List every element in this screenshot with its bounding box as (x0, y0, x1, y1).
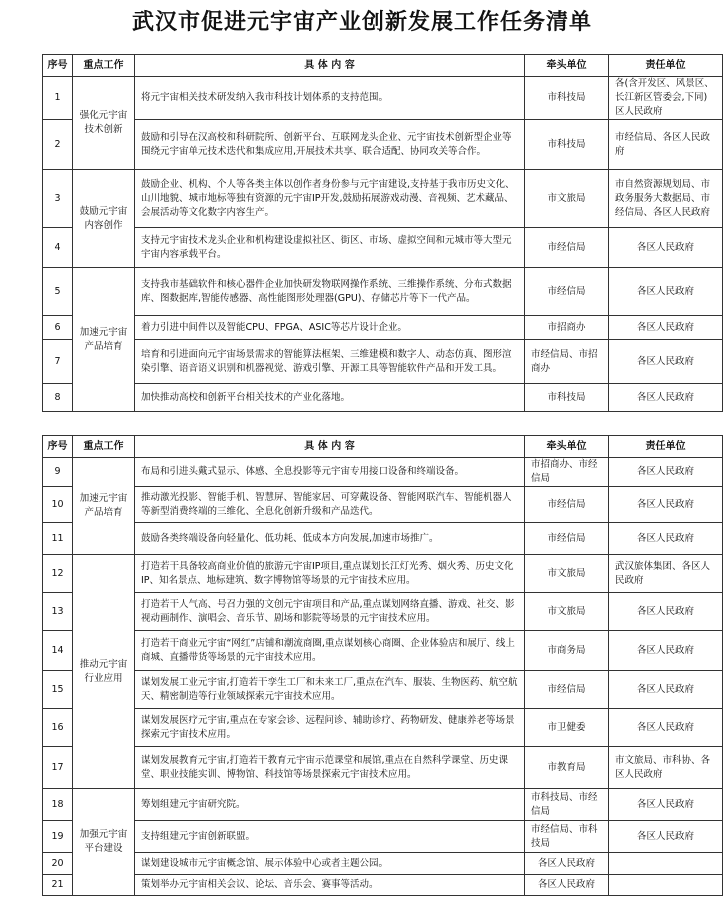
row-resp: 各区人民政府 (609, 268, 723, 316)
row-no: 20 (43, 853, 73, 875)
row-no: 19 (43, 821, 73, 853)
row-no: 17 (43, 747, 73, 789)
row-resp: 各(含开发区、风景区、长江新区管委会,下同)区人民政府 (609, 77, 723, 120)
area-cell: 加强元宇宙平台建设 (73, 789, 135, 896)
row-resp: 各区人民政府 (609, 384, 723, 412)
row-no: 13 (43, 593, 73, 631)
row-no: 10 (43, 487, 73, 523)
row-lead: 市经信局 (525, 487, 609, 523)
row-lead: 各区人民政府 (525, 875, 609, 896)
row-lead: 市文旅局 (525, 170, 609, 228)
row-content: 谋划发展教育元宇宙,打造若干教育元宇宙示范课堂和展馆,重点在自然科学课堂、历史课堂、职业技能实训、博物馆、科技馆等场景探索元宇宙技术应用。 (135, 747, 525, 789)
row-content: 打造若干具备较高商业价值的旅游元宇宙IP项目,重点谋划长江灯光秀、烟火秀、历史文化IP、知名景点、地标建筑、数字博物馆等场景的元宇宙技术应用。 (135, 555, 525, 593)
row-resp: 武汉旅体集团、各区人民政府 (609, 555, 723, 593)
table-row (43, 523, 723, 555)
row-resp: 各区人民政府 (609, 458, 723, 487)
table-row (43, 593, 723, 631)
table-header-row (43, 55, 723, 77)
header-area: 重点工作 (73, 55, 135, 77)
row-lead: 市教育局 (525, 747, 609, 789)
row-lead: 市招商办 (525, 316, 609, 340)
row-no: 12 (43, 555, 73, 593)
row-no: 16 (43, 709, 73, 747)
row-lead: 市招商办、市经信局 (525, 458, 609, 487)
row-no: 18 (43, 789, 73, 821)
table-row (43, 875, 723, 896)
row-no: 6 (43, 316, 73, 340)
table-row (43, 487, 723, 523)
row-no: 4 (43, 228, 73, 268)
row-resp: 各区人民政府 (609, 523, 723, 555)
row-lead: 各区人民政府 (525, 853, 609, 875)
area-cell: 加速元宇宙产品培育 (73, 268, 135, 412)
row-lead: 市文旅局 (525, 593, 609, 631)
row-resp (609, 875, 723, 896)
row-no: 8 (43, 384, 73, 412)
row-resp: 各区人民政府 (609, 316, 723, 340)
row-no: 2 (43, 120, 73, 170)
table-row (43, 268, 723, 316)
row-resp: 市自然资源规划局、市政务服务大数据局、市经信局、各区人民政府 (609, 170, 723, 228)
row-content: 支持组建元宇宙创新联盟。 (135, 821, 525, 853)
area-cell: 鼓励元宇宙内容创作 (73, 170, 135, 268)
row-resp: 各区人民政府 (609, 709, 723, 747)
header-resp: 责任单位 (609, 55, 723, 77)
row-content: 鼓励各类终端设备向轻量化、低功耗、低成本方向发展,加速市场推广。 (135, 523, 525, 555)
row-content: 鼓励和引导在汉高校和科研院所、创新平台、互联网龙头企业、元宇宙技术创新型企业等围绕元宇宙单元技术迭代和集成应用,开展技术共享、联合适配、协同攻关等合作。 (135, 120, 525, 170)
table-row (43, 671, 723, 709)
header-no: 序号 (43, 436, 73, 458)
row-content: 谋划发展医疗元宇宙,重点在专家会诊、远程问诊、辅助诊疗、药物研发、健康养老等场景探索元宇宙技术应用。 (135, 709, 525, 747)
header-area: 重点工作 (73, 436, 135, 458)
row-content: 策划举办元宇宙相关会议、论坛、音乐会、赛事等活动。 (135, 875, 525, 896)
row-no: 3 (43, 170, 73, 228)
row-content: 培育和引进面向元宇宙场景需求的智能算法框架、三维建模和数字人、动态仿真、图形渲染引擎、语音语义识别和机器视觉、游戏引擎、开源工具等智能软件产品和开发工具。 (135, 340, 525, 384)
row-lead: 市商务局 (525, 631, 609, 671)
row-content: 谋划发展工业元宇宙,打造若干孪生工厂和未来工厂,重点在汽车、服装、生物医药、航空航天、精密制造等行业领域探索元宇宙技术应用。 (135, 671, 525, 709)
row-content: 着力引进中间件以及智能CPU、FPGA、ASIC等芯片设计企业。 (135, 316, 525, 340)
table-row (43, 747, 723, 789)
table-row (43, 709, 723, 747)
row-lead: 市科技局、市经信局 (525, 789, 609, 821)
row-content: 筹划组建元宇宙研究院。 (135, 789, 525, 821)
row-no: 11 (43, 523, 73, 555)
row-resp: 市文旅局、市科协、各区人民政府 (609, 747, 723, 789)
area-cell: 加速元宇宙产品培育 (73, 458, 135, 555)
header-content: 具 体 内 容 (135, 55, 525, 77)
row-content: 打造若干人气高、号召力强的文创元宇宙项目和产品,重点谋划网络直播、游戏、社交、影视动画制作、演唱会、音乐节、剧场和影院等场景的元宇宙技术应用。 (135, 593, 525, 631)
row-no: 15 (43, 671, 73, 709)
table-row (43, 631, 723, 671)
row-resp: 各区人民政府 (609, 593, 723, 631)
row-content: 将元宇宙相关技术研发纳入我市科技计划体系的支持范围。 (135, 77, 525, 120)
table-row (43, 77, 723, 120)
header-content: 具 体 内 容 (135, 436, 525, 458)
row-no: 1 (43, 77, 73, 120)
row-lead: 市经信局 (525, 228, 609, 268)
table-row (43, 340, 723, 384)
header-lead: 牵头单位 (525, 55, 609, 77)
row-content: 鼓励企业、机构、个人等各类主体以创作者身份参与元宇宙建设,支持基于我市历史文化、山川地貌、城市地标等独有资源的元宇宙IP开发,鼓励拓展游戏动漫、音视频、艺术藏品、会展活动等文化数字内容生产。 (135, 170, 525, 228)
row-resp (609, 853, 723, 875)
header-resp: 责任单位 (609, 436, 723, 458)
table-row (43, 853, 723, 875)
row-lead: 市经信局 (525, 671, 609, 709)
row-lead: 市科技局 (525, 77, 609, 120)
table-row (43, 555, 723, 593)
task-table-part-1 (42, 54, 723, 412)
area-cell: 强化元宇宙技术创新 (73, 77, 135, 170)
row-content: 布局和引进头戴式显示、体感、全息投影等元宇宙专用接口设备和终端设备。 (135, 458, 525, 487)
table-row (43, 316, 723, 340)
header-no: 序号 (43, 55, 73, 77)
header-lead: 牵头单位 (525, 436, 609, 458)
row-resp: 各区人民政府 (609, 631, 723, 671)
row-resp: 市经信局、各区人民政府 (609, 120, 723, 170)
task-table-part-2 (42, 435, 723, 896)
page-title: 武汉市促进元宇宙产业创新发展工作任务清单 (131, 9, 592, 35)
row-resp: 各区人民政府 (609, 487, 723, 523)
row-no: 9 (43, 458, 73, 487)
row-lead: 市经信局 (525, 268, 609, 316)
row-lead: 市经信局 (525, 523, 609, 555)
row-no: 7 (43, 340, 73, 384)
table-row (43, 120, 723, 170)
area-cell: 推动元宇宙行业应用 (73, 555, 135, 789)
row-no: 21 (43, 875, 73, 896)
row-content: 打造若干商业元宇宙“网红”店铺和潮流商圈,重点谋划核心商圈、企业体验店和展厅、线上商城、直播带货等场景的元宇宙技术应用。 (135, 631, 525, 671)
row-lead: 市科技局 (525, 384, 609, 412)
table-row (43, 821, 723, 853)
row-content: 推动激光投影、智能手机、智慧屏、智能家居、可穿戴设备、智能网联汽车、智能机器人等新型消费终端的三维化、全息化创新升级和产品迭代。 (135, 487, 525, 523)
row-resp: 各区人民政府 (609, 228, 723, 268)
row-no: 14 (43, 631, 73, 671)
table-row (43, 170, 723, 228)
row-resp: 各区人民政府 (609, 821, 723, 853)
row-lead: 市科技局 (525, 120, 609, 170)
row-lead: 市文旅局 (525, 555, 609, 593)
row-lead: 市卫健委 (525, 709, 609, 747)
row-no: 5 (43, 268, 73, 316)
row-resp: 各区人民政府 (609, 671, 723, 709)
row-content: 加快推动高校和创新平台相关技术的产业化落地。 (135, 384, 525, 412)
table-row (43, 384, 723, 412)
table-row (43, 789, 723, 821)
row-content: 支持元宇宙技术龙头企业和机构建设虚拟社区、街区、市场、虚拟空间和元城市等大型元宇宙内容承载平台。 (135, 228, 525, 268)
row-content: 谋划建设城市元宇宙概念馆、展示体验中心或者主题公园。 (135, 853, 525, 875)
row-lead: 市经信局、市科技局 (525, 821, 609, 853)
table-row (43, 458, 723, 487)
table-row (43, 228, 723, 268)
row-content: 支持我市基础软件和核心器件企业加快研发物联网操作系统、三维操作系统、分布式数据库、图数据库,智能传感器、高性能图形处理器(GPU)、存储芯片等下一代产品。 (135, 268, 525, 316)
table-header-row (43, 436, 723, 458)
row-resp: 各区人民政府 (609, 340, 723, 384)
row-resp: 各区人民政府 (609, 789, 723, 821)
row-lead: 市经信局、市招商办 (525, 340, 609, 384)
